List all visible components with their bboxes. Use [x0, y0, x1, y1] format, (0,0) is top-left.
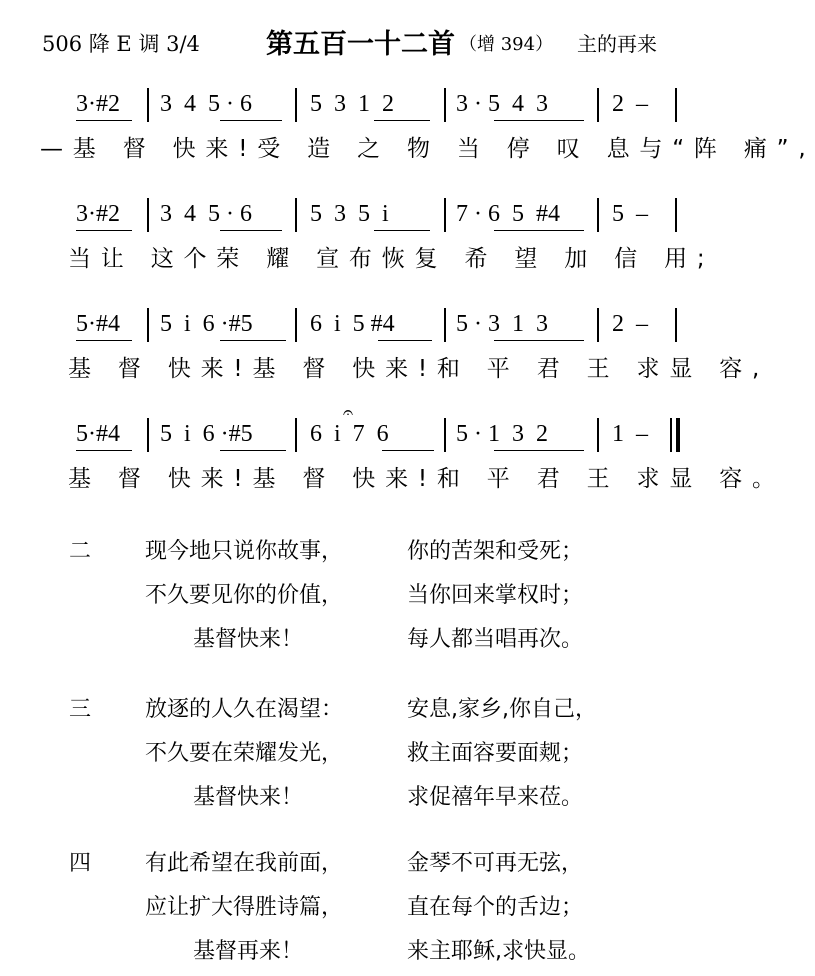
- music-system-1: [0, 86, 815, 166]
- beam-underline: [494, 340, 584, 341]
- bar-line: [675, 198, 677, 232]
- verse-line: 每人都当唱再次。: [407, 627, 584, 652]
- beam-underline: [220, 120, 282, 121]
- hymn-number-key: 506 降 E 调 3/4: [42, 32, 200, 56]
- verse-line: 当你回来掌权时；: [407, 583, 584, 608]
- measure: 5 i 6 ·#5: [160, 311, 253, 337]
- music-system-3: [0, 306, 770, 386]
- verse-number: 二: [69, 539, 92, 564]
- lyric-line: 基 督 快来!基 督 快来!和 平 君 王 求显 容。: [68, 466, 785, 492]
- beam-underline: [220, 230, 282, 231]
- music-system-4: [0, 402, 785, 496]
- measure: 2 –: [612, 311, 648, 337]
- bar-line: [295, 418, 297, 452]
- bar-line: [147, 418, 149, 452]
- verse-line: 基督再来！: [193, 939, 304, 964]
- pickup-measure: 3·#2: [76, 91, 120, 117]
- final-bar-line-thick: [676, 418, 680, 452]
- verse-line: 你的苦架和受死；: [407, 539, 584, 564]
- measure: 7 · 6 5 #4: [456, 201, 560, 227]
- verse-line: 有此希望在我前面，: [145, 851, 344, 876]
- verse-line: 放逐的人久在渴望：: [145, 697, 344, 722]
- hymn-header: [0, 20, 700, 60]
- beam-underline: [76, 340, 132, 341]
- verse-2: [0, 534, 700, 664]
- verse-line: 金琴不可再无弦，: [407, 851, 584, 876]
- bar-line: [147, 308, 149, 342]
- bar-line: [675, 308, 677, 342]
- measure: 3 · 5 4 3: [456, 91, 548, 117]
- measure: 6 i 7 6: [310, 421, 389, 447]
- bar-line: [444, 418, 446, 452]
- beam-underline: [374, 230, 430, 231]
- measure: 5 i 6 ·#5: [160, 421, 253, 447]
- verse-line: 应让扩大得胜诗篇，: [145, 895, 344, 920]
- bar-line: [147, 88, 149, 122]
- verse-3: [0, 692, 700, 822]
- pickup-measure: 5·#4: [76, 421, 120, 447]
- pickup-measure: 5·#4: [76, 311, 120, 337]
- bar-line: [444, 198, 446, 232]
- fermata-icon: 𝄐: [343, 402, 354, 423]
- beam-underline: [220, 450, 286, 451]
- verse-line: 求促禧年早来莅。: [407, 785, 584, 810]
- beam-underline: [76, 120, 132, 121]
- lyric-line: 当让 这个荣 耀 宣布恢复 希 望 加 信 用;: [68, 246, 715, 272]
- beam-underline: [76, 450, 132, 451]
- notation-line: [0, 196, 700, 236]
- hymn-subtitle: 主的再来: [577, 32, 657, 56]
- verse-line: 直在每个的舌边；: [407, 895, 584, 920]
- measure: 5 · 1 3 2: [456, 421, 548, 447]
- verse-line: 现今地只说你故事，: [145, 539, 344, 564]
- verse-line: 不久要见你的价值，: [145, 583, 344, 608]
- final-bar-line: [670, 418, 672, 452]
- verse-line: 不久要在荣耀发光，: [145, 741, 344, 766]
- hymn-reference: （增 394）: [459, 34, 554, 55]
- bar-line: [597, 308, 599, 342]
- measure: 6 i 5 #4: [310, 311, 395, 337]
- measure: 5 –: [612, 201, 648, 227]
- verse-line: 救主面容要面觌；: [407, 741, 584, 766]
- verse-number: 三: [69, 697, 92, 722]
- beam-underline: [220, 340, 286, 341]
- music-system-2: [0, 196, 715, 276]
- lyric-line: 基 督 快来!基 督 快来!和 平 君 王 求显 容,: [68, 356, 770, 382]
- beam-underline: [494, 120, 584, 121]
- bar-line: [444, 88, 446, 122]
- verse-line: 来主耶稣,求快显。: [407, 939, 590, 964]
- measure: 3 4 5 · 6: [160, 91, 252, 117]
- measure: 5 3 1 2: [310, 91, 394, 117]
- beam-underline: [76, 230, 132, 231]
- notation-line: [0, 86, 700, 126]
- notation-line: [0, 306, 700, 346]
- measure: 5 · 3 1 3: [456, 311, 548, 337]
- bar-line: [295, 198, 297, 232]
- notation-line: [0, 402, 700, 456]
- bar-line: [675, 88, 677, 122]
- lyric-line: —基 督 快来!受 造 之 物 当 停 叹 息与“阵 痛”,: [40, 136, 815, 162]
- verse-line: 基督快来！: [193, 627, 304, 652]
- measure: 5 3 5 i: [310, 201, 389, 227]
- verse-4: [0, 846, 700, 976]
- beam-underline: [494, 230, 584, 231]
- bar-line: [444, 308, 446, 342]
- bar-line: [147, 198, 149, 232]
- verse-number: 四: [69, 851, 92, 876]
- bar-line: [597, 88, 599, 122]
- bar-line: [597, 418, 599, 452]
- bar-line: [597, 198, 599, 232]
- pickup-measure: 3·#2: [76, 201, 120, 227]
- bar-line: [295, 308, 297, 342]
- beam-underline: [378, 340, 432, 341]
- measure: 3 4 5 · 6: [160, 201, 252, 227]
- measure: 1 –: [612, 421, 648, 447]
- verse-line: 基督快来！: [193, 785, 304, 810]
- beam-underline: [382, 450, 434, 451]
- beam-underline: [494, 450, 584, 451]
- beam-underline: [374, 120, 430, 121]
- bar-line: [295, 88, 297, 122]
- measure: 2 –: [612, 91, 648, 117]
- hymn-title: 第五百一十二首: [266, 29, 455, 60]
- verse-line: 安息,家乡,你自己，: [407, 697, 597, 722]
